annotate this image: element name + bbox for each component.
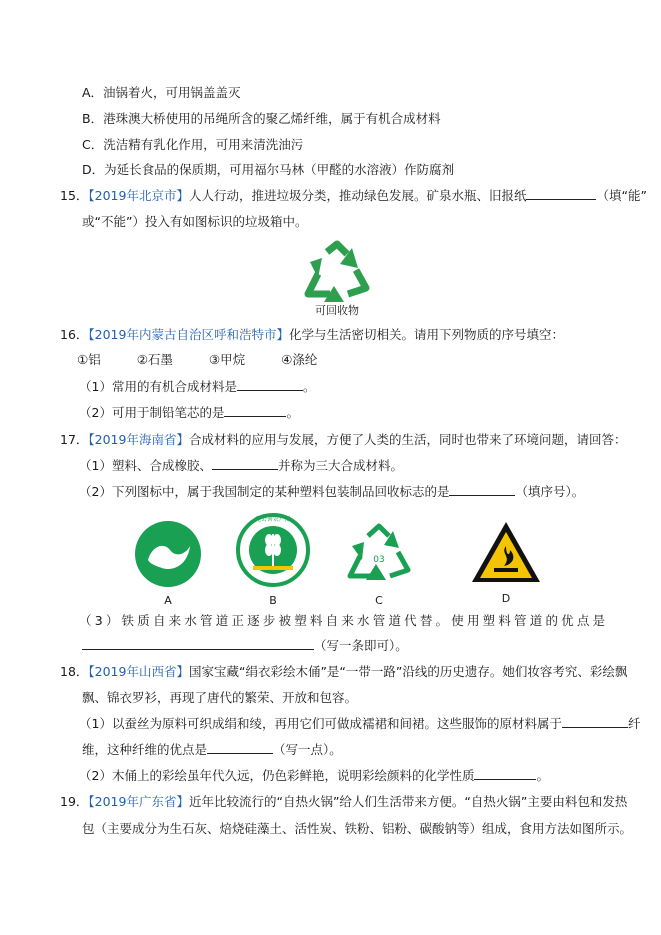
flammable-warning-icon xyxy=(470,520,542,584)
material-item: ③甲烷 xyxy=(208,352,246,367)
question-text: 国家宝藏“绢衣彩绘木俑”是“一带一路”沿线的历史遗存。她们妆容考究、彩绘飘 xyxy=(188,664,628,679)
answer-blank[interactable] xyxy=(237,378,303,391)
option-d: D．为延长食品的保质期，可用福尔马林（甲醛的水溶液）作防腐剂 xyxy=(82,162,455,177)
sub-question-text: （写一条即可）。 xyxy=(314,638,408,653)
sub-question-text: 。 xyxy=(536,768,549,783)
answer-blank[interactable] xyxy=(562,715,628,728)
sub-question-text: （1）塑料、合成橡胶、 xyxy=(79,458,212,473)
question-18-line1 xyxy=(60,663,627,681)
question-16-sub2 xyxy=(79,404,299,422)
question-17-line1 xyxy=(60,431,626,449)
question-source: 【2019年内蒙古自治区呼和浩特市】 xyxy=(88,327,289,342)
sub-question-text: （1）常用的有机合成材料是 xyxy=(79,379,237,394)
recycle-code: 03 xyxy=(373,555,385,565)
option-c: C．洗洁精有乳化作用，可用来清洗油污 xyxy=(82,137,304,152)
icon-label-a: A xyxy=(164,594,172,607)
question-16-sub1 xyxy=(79,378,315,396)
question-18-sub2 xyxy=(79,767,549,785)
question-18-sub1b xyxy=(82,741,342,759)
question-source: 【2019年海南省】 xyxy=(88,432,189,447)
question-16-line1 xyxy=(60,326,564,344)
icon-label-b: B xyxy=(269,594,277,607)
recycle-icon xyxy=(300,240,374,302)
question-17-sub3-line2 xyxy=(82,637,408,655)
question-number: 19． xyxy=(60,794,89,809)
sub-question-text: 纤 xyxy=(627,716,641,731)
question-source: 【2019年广东省】 xyxy=(88,794,189,809)
sub-question-text: 并称为三大合成材料。 xyxy=(277,458,403,473)
question-number: 18． xyxy=(60,664,89,679)
question-15-line2: 或“不能”）投入有如图标识的垃圾箱中。 xyxy=(82,214,308,229)
sub-question-text: （2）下列图标中，属于我国制定的某种塑料包装制品回收标志的是 xyxy=(79,484,450,499)
material-list xyxy=(77,351,317,369)
question-number: 15． xyxy=(60,188,89,203)
answer-blank[interactable] xyxy=(212,457,278,470)
sub-question-text: （2）木俑上的彩绘虽年代久远，仍色彩鲜艳，说明彩绘颜料的化学性质 xyxy=(79,768,475,783)
material-item: ①铝 xyxy=(77,352,101,367)
option-a: A．油锅着火，可用锅盖盖灭 xyxy=(82,85,241,100)
sub-question-text: （1）以蚕丝为原料可织成绢和绫，再用它们可做成襦裙和间裙。这些服饰的原材料属于 xyxy=(79,716,562,731)
sub-question-text: （填序号）。 xyxy=(515,484,585,499)
material-item: ④涤纶 xyxy=(281,352,318,367)
answer-blank[interactable] xyxy=(474,767,536,780)
icon-label-d: D xyxy=(501,592,511,605)
question-17-sub3-line1: （3）铁质自来水管道正逐步被塑料自来水管道代替。使用塑料管道的优点是 xyxy=(79,613,609,628)
question-19-line2: 包（主要成分为生石灰、焙烧硅藻土、活性炭、铁粉、铝粉、碳酸钠等）组成，食用方法如图所示。 xyxy=(82,821,633,836)
icon-label-c: C xyxy=(375,594,383,607)
question-15-line1 xyxy=(60,187,647,205)
recycle-caption: 可回收物 xyxy=(315,304,359,317)
sub-question-text: （写一点）。 xyxy=(273,742,342,757)
material-item: ②石墨 xyxy=(136,352,173,367)
sub-question-text: 。 xyxy=(286,405,299,420)
question-18-line2: 飘、锦衣罗衫，再现了唐代的繁荣、开放和包容。 xyxy=(82,690,358,705)
question-text: 化学与生活密切相关。请用下列物质的序号填空： xyxy=(288,327,564,342)
question-19-line1 xyxy=(60,793,627,811)
question-source: 【2019年北京市】 xyxy=(88,188,189,203)
sub-question-text: 维，这种纤维的优点是 xyxy=(82,742,208,757)
question-text: （填“能” xyxy=(596,188,647,203)
answer-blank[interactable] xyxy=(207,741,273,754)
question-text: 合成材料的应用与发展，方便了人类的生活，同时也带来了环境问题，请回答： xyxy=(188,432,627,447)
plastic-recycle-icon xyxy=(346,522,412,584)
sub-question-text: 。 xyxy=(302,379,316,394)
green-food-logo-icon xyxy=(134,520,202,588)
question-number: 16． xyxy=(60,327,89,342)
question-18-sub1a xyxy=(79,715,640,733)
question-number: 17． xyxy=(60,432,89,447)
sub-question-text: （2）可用于制铅笔芯的是 xyxy=(79,405,225,420)
question-text: 人人行动，推进垃圾分类，推动绿色发展。矿泉水瓶、旧报纸 xyxy=(188,188,527,203)
question-text: 近年比较流行的“自热火锅”给人们生活带来方便。“自热火锅”主要由料包和发热 xyxy=(188,794,628,809)
answer-blank[interactable] xyxy=(82,637,314,650)
option-b: B．港珠澳大桥使用的吊绳所含的聚乙烯纤维，属于有机合成材料 xyxy=(82,111,441,126)
answer-blank[interactable] xyxy=(224,404,286,417)
question-source: 【2019年山西省】 xyxy=(88,664,189,679)
wheat-badge-text: 无公害农产品 xyxy=(254,516,291,523)
question-17-sub2 xyxy=(79,483,584,501)
answer-blank[interactable] xyxy=(526,187,596,200)
question-17-sub1 xyxy=(79,457,403,475)
answer-blank[interactable] xyxy=(449,483,515,496)
